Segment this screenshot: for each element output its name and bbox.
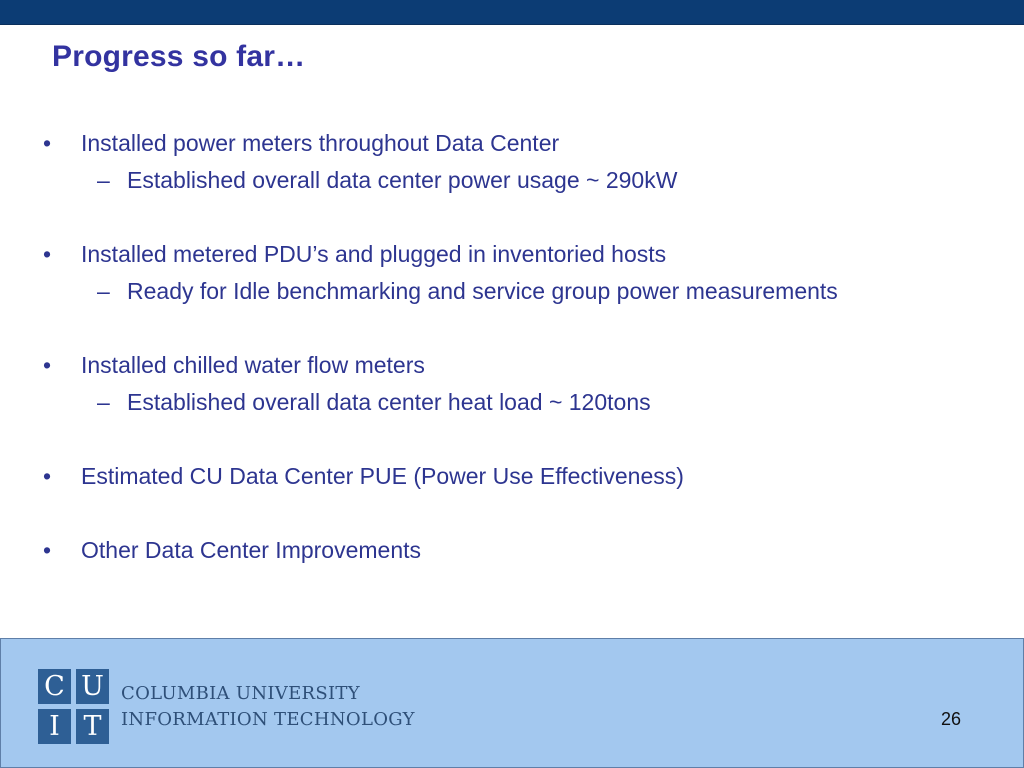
bullet-marker: • — [43, 130, 52, 156]
logo-letter-t: T — [76, 709, 109, 744]
bullet-marker: • — [43, 537, 52, 563]
bullet-text: Estimated CU Data Center PUE (Power Use Effectiveness) — [81, 463, 684, 489]
sub-bullet-marker: – — [97, 167, 110, 193]
logo-letter-u: U — [76, 669, 109, 704]
bullet-item — [0, 350, 1024, 387]
logo-letter-c: C — [38, 669, 71, 704]
bullet-item — [0, 535, 1024, 572]
bullet-list — [0, 128, 1024, 572]
page-number: 26 — [941, 709, 962, 729]
spacer — [0, 424, 1024, 461]
bullet-marker: • — [43, 352, 52, 378]
org-name-line-1: COLUMBIA UNIVERSITY — [121, 683, 360, 704]
bullet-item — [0, 128, 1024, 165]
bullet-marker: • — [43, 463, 52, 489]
bullet-item — [0, 239, 1024, 276]
logo-letter-i: I — [38, 709, 71, 744]
top-bar — [0, 0, 1024, 25]
sub-bullet-text: Established overall data center heat load ~ 120tons — [127, 389, 651, 415]
bullet-text: Other Data Center Improvements — [81, 537, 422, 563]
sub-bullet-marker: – — [97, 389, 110, 415]
bullet-text: Installed chilled water flow meters — [81, 352, 425, 378]
sub-bullet-text: Ready for Idle benchmarking and service group power measurements — [127, 278, 838, 304]
org-name-line-2: INFORMATION TECHNOLOGY — [121, 709, 415, 730]
bullet-text: Installed metered PDU’s and plugged in inventoried hosts — [81, 241, 667, 267]
sub-bullet-item — [0, 165, 1024, 202]
bullet-item — [0, 461, 1024, 498]
spacer — [0, 202, 1024, 239]
bullet-marker: • — [43, 241, 52, 267]
sub-bullet-text: Established overall data center power usage ~ 290kW — [127, 167, 678, 193]
spacer — [0, 498, 1024, 535]
sub-bullet-item — [0, 387, 1024, 424]
spacer — [0, 313, 1024, 350]
sub-bullet-marker: – — [97, 278, 110, 304]
footer-bar — [0, 638, 1024, 768]
slide-title: Progress so far… — [52, 40, 306, 73]
sub-bullet-item — [0, 276, 1024, 313]
cuit-logo — [38, 669, 110, 745]
bullet-text: Installed power meters throughout Data Center — [81, 130, 560, 156]
